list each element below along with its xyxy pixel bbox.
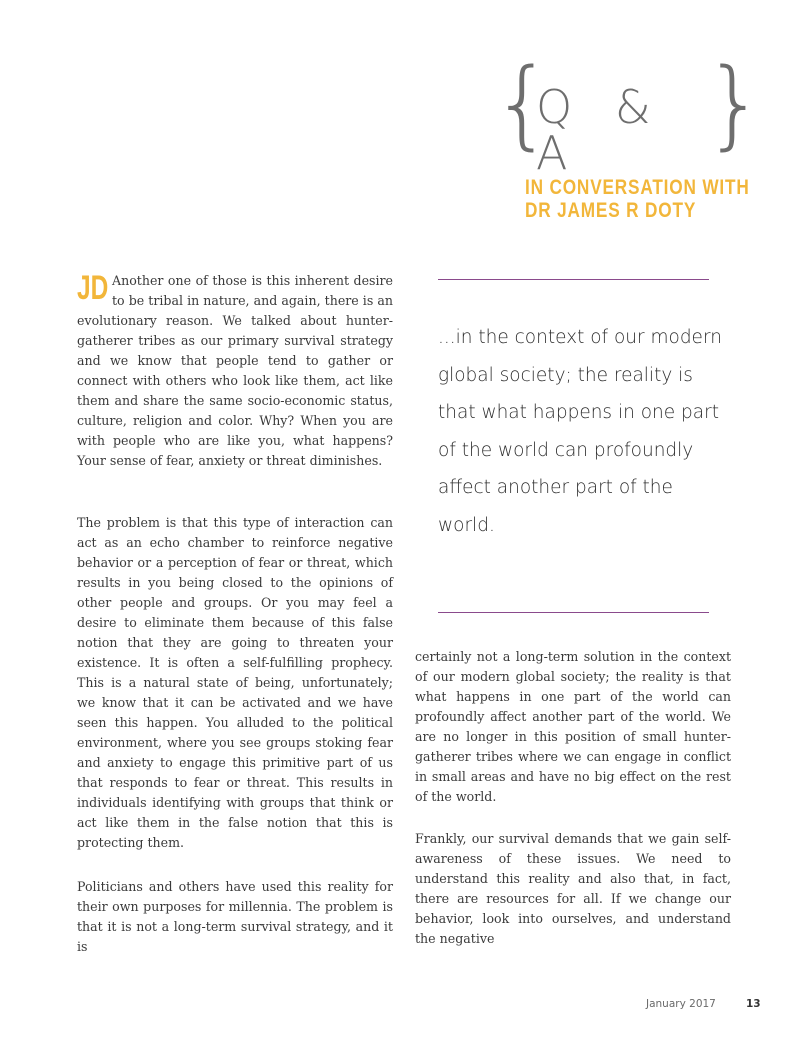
pull-quote-top-rule	[438, 279, 709, 280]
left-paragraph-3: Politicians and others have used this reality for their own purposes for millennia. The problem is that it is not a long-term survival strategy, and it is	[77, 879, 393, 954]
left-column-block-1	[77, 271, 393, 471]
left-column-block-3	[77, 877, 393, 957]
article-subtitle	[525, 176, 750, 222]
right-column-block-2	[415, 829, 731, 949]
qa-header	[492, 48, 766, 180]
subtitle-line-1: IN CONVERSATION WITH	[525, 176, 750, 199]
left-column-block-2	[77, 513, 393, 853]
left-paragraph-1	[77, 271, 393, 471]
left-paragraph-1-text: Another one of those is this inherent desire to be tribal in nature, and again, there is an evolutionary reason. We talked about hunter-gatherer tribes as our primary survival strategy and we know that people tend to gather or connect with others who look like them, act like them and share the same socio-economic status, culture, religion and color. Why? When you are with people who are like you, what happens? Your sense of fear, anxiety or threat diminishes.	[77, 273, 393, 468]
footer-date: January 2017	[646, 998, 716, 1010]
page-number: 13	[746, 998, 761, 1010]
right-paragraph-1: certainly not a long-term solution in the context of our modern global society; the reality is that what happens in one part of the world can profoundly affect another part of the world. We are no longer in this position of small hunter-gatherer tribes where we can engage in conflict in small areas and have no big effect on the rest of the world.	[415, 649, 731, 804]
pull-quote-bottom-rule	[438, 612, 709, 613]
right-column-block-1	[415, 647, 731, 807]
right-paragraph-2: Frankly, our survival demands that we gain self-awareness of these issues. We need to understand this reality and also that, in fact, there are resources for all. If we change our behavior, look into ourselves, and understand the negative	[415, 831, 731, 946]
drop-cap-initials: JD	[77, 269, 109, 307]
qa-title: Q & A	[536, 80, 665, 180]
subtitle-line-2: DR JAMES R DOTY	[525, 199, 697, 222]
right-brace: }	[704, 48, 766, 160]
left-paragraph-2: The problem is that this type of interaction can act as an echo chamber to reinforce negative behavior or a perception of fear or threat, which results in you being closed to the opinions of other people and groups. Or you may feel a desire to eliminate them because of this false notion that they are going to threaten your existence. It is often a self-fulfilling prophecy. This is a natural state of being, unfortunately; we know that it can be activated and we have seen this happen. You alluded to the political environment, where you see groups stoking fear and anxiety to engage this primitive part of us that responds to fear or threat. This results in individuals identifying with groups that think or act like them in the false notion that this is protecting them.	[77, 515, 393, 850]
pull-quote: ...in the context of our modern global society; the reality is that what happens in one part of the world can profoundly affect another part of the world.	[438, 327, 722, 536]
left-brace: {	[492, 48, 554, 160]
